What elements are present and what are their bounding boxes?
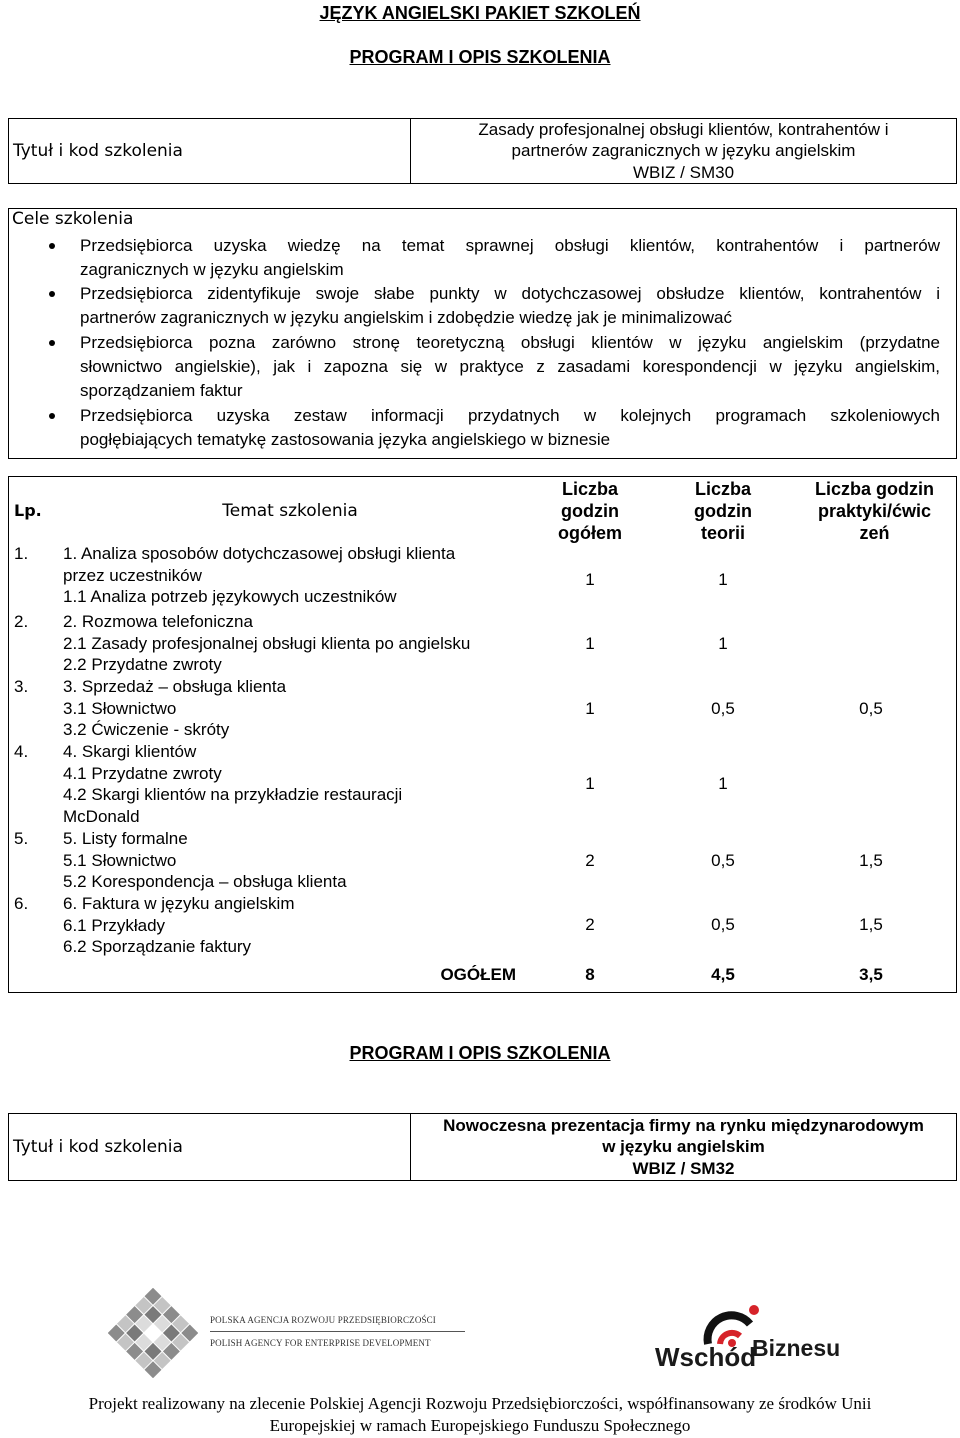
course-title-label: Tytuł i kod szkolenia (9, 119, 411, 183)
row-practice-hours: 0,5 (859, 699, 883, 718)
row-theory-hours: 1 (718, 634, 728, 653)
parp-divider (210, 1331, 465, 1332)
table-row-topic: 4. Skargi klientów 4.1 Przydatne zwroty 4.2 Skargi klientów na przykładzie restauracji McDonald (63, 742, 403, 827)
course-title-line: Nowoczesna prezentacja firmy na rynku międzynarodowym (443, 1116, 924, 1136)
course-code: WBIZ / SM32 (632, 1158, 735, 1178)
footer-line: Projekt realizowany na zlecenie Polskiej Agencji Rozwoju Przedsiębiorczości, współfinansowany ze środków Unii (88, 1394, 872, 1413)
header-total-hours: Liczba godzin ogółem (557, 479, 622, 543)
bullet-icon (49, 413, 55, 419)
row-theory-hours: 1 (718, 570, 728, 589)
course-title-line: Zasady profesjonalnej obsługi klientów, kontrahentów i (478, 120, 889, 140)
row-total-hours: 2 (585, 851, 595, 870)
row-theory-hours: 0,5 (711, 699, 735, 718)
bullet-icon (49, 340, 55, 346)
table-row-topic: 2. Rozmowa telefoniczna 2.1 Zasady profesjonalnej obsługi klienta po angielsku 2.2 Przydatne zwroty (63, 612, 471, 675)
course-title-line: w języku angielskim (602, 1137, 765, 1157)
summary-theory-hours: 4,5 (711, 965, 735, 984)
goal-line: zagranicznych w języku angielskim (80, 259, 344, 279)
topics-table (8, 476, 957, 993)
table-row-topic: 6. Faktura w języku angielskim 6.1 Przykłady 6.2 Sporządzanie faktury (63, 894, 295, 957)
course-code: WBIZ / SM30 (632, 162, 735, 182)
row-practice-hours: 1,5 (859, 851, 883, 870)
course-title-line: partnerów zagranicznych w języku angielskim (511, 141, 856, 161)
biznesu-logo-word: Biznesu (752, 1335, 841, 1361)
parp-name-en: POLISH AGENCY FOR ENTERPRISE DEVELOPMENT (210, 1338, 431, 1348)
row-number: 3. (14, 677, 29, 696)
table-row-topic: 1. Analiza sposobów dotychczasowej obsługi klienta przez uczestników 1.1 Analiza potrzeb językowych uczestników (63, 544, 456, 607)
row-practice-hours: 1,5 (859, 915, 883, 934)
row-theory-hours: 0,5 (711, 851, 735, 870)
row-number: 1. (14, 544, 29, 563)
footer-line: Europejskiej w ramach Europejskiego Funduszu Społecznego (269, 1416, 691, 1435)
parp-name-pl: POLSKA AGENCJA ROZWOJU PRZEDSIĘBIORCZOŚCI (210, 1315, 436, 1325)
summary-total-hours: 8 (585, 965, 595, 984)
goal-line: sporządzaniem faktur (80, 381, 243, 401)
goals-heading: Cele szkolenia (12, 209, 134, 229)
row-total-hours: 1 (585, 570, 595, 589)
row-total-hours: 2 (585, 915, 595, 934)
parp-mosaic-icon (108, 1288, 198, 1378)
bullet-icon (49, 243, 55, 249)
wschod-logo-word: Wschód (655, 1342, 757, 1372)
funding-footer (0, 1393, 960, 1437)
course-title-box (8, 118, 957, 184)
summary-label: OGÓŁEM (440, 965, 516, 984)
goal-line: Przedsiębiorca zidentyfikuje swoje słabe punkty w dotychczasowej obsłudze klientów, kontrahentów i (80, 282, 940, 306)
row-number: 5. (14, 829, 29, 848)
goals-list (80, 234, 940, 453)
header-practice-hours: Liczba godzin praktyki/ćwic zeń (815, 479, 934, 543)
document-title: JĘZYK ANGIELSKI PAKIET SZKOLEŃ (319, 3, 641, 23)
row-number: 2. (14, 612, 29, 631)
row-number: 6. (14, 894, 29, 913)
program-subtitle: PROGRAM I OPIS SZKOLENIA (349, 47, 611, 67)
header-theory-hours: Liczba godzin teorii (694, 479, 752, 543)
goal-line: Przedsiębiorca uzyska wiedzę na temat sprawnej obsługi klientów, kontrahentów i partnerów (80, 234, 940, 258)
course-title-box-2 (8, 1113, 957, 1181)
table-row-topic: 5. Listy formalne 5.1 Słownictwo 5.2 Korespondencja – obsługa klienta (63, 829, 347, 892)
summary-practice-hours: 3,5 (859, 965, 883, 984)
table-row-topic: 3. Sprzedaż – obsługa klienta 3.1 Słownictwo 3.2 Ćwiczenie - skróty (63, 677, 287, 740)
row-theory-hours: 1 (718, 774, 728, 793)
course-title-label: Tytuł i kod szkolenia (9, 1114, 411, 1180)
goal-line: partnerów zagranicznych w języku angielskim i zdobędzie wiedzę jak je minimalizować (80, 308, 732, 328)
row-number: 4. (14, 742, 29, 761)
goal-line: Przedsiębiorca uzyska zestaw informacji przydatnych w kolejnych programach szkoleniowych (80, 404, 940, 428)
goal-line: słownictwo angielskie), jak i zapozna się w praktyce z zasadami korespondencji w języku angielskim, (80, 356, 940, 376)
header-topic: Temat szkolenia (222, 501, 358, 521)
course-title-value (411, 1114, 956, 1180)
row-total-hours: 1 (585, 699, 595, 718)
program-subtitle-2: PROGRAM I OPIS SZKOLENIA (349, 1043, 611, 1063)
goal-line: Przedsiębiorca pozna zarówno stronę teoretyczną obsługi klientów w języku angielskim (przydatne (80, 331, 940, 355)
goal-line: pogłębiających tematykę zastosowania języka angielskiego w biznesie (80, 429, 611, 449)
header-lp: Lp. (14, 501, 42, 520)
row-total-hours: 1 (585, 634, 595, 653)
course-title-value (411, 119, 956, 183)
row-theory-hours: 0,5 (711, 915, 735, 934)
row-total-hours: 1 (585, 774, 595, 793)
